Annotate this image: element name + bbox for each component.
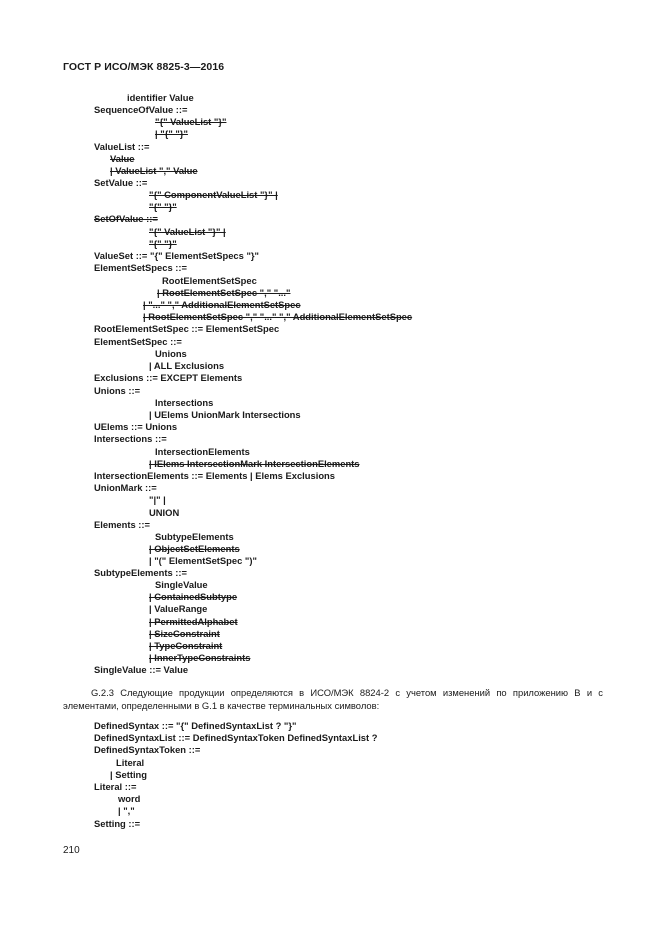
code-line: "|" | [149, 494, 166, 505]
code-line: DefinedSyntaxToken ::= [94, 744, 201, 755]
code-line: Exclusions ::= EXCEPT Elements [94, 372, 243, 383]
code-line: SetOfValue ::= [94, 213, 158, 224]
code-line: "{" "}" [149, 238, 177, 249]
code-line: RootElementSetSpec ::= ElementSetSpec [94, 323, 280, 334]
code-line: Unions ::= [94, 385, 141, 396]
code-line: SubtypeElements ::= [94, 567, 187, 578]
code-line: SingleValue [155, 579, 208, 590]
code-line: Unions [155, 348, 187, 359]
code-line: Intersections [155, 397, 214, 408]
code-line: RootElementSetSpec [162, 275, 257, 286]
code-line: SingleValue ::= Value [94, 664, 189, 675]
code-line: Intersections ::= [94, 433, 167, 444]
code-line: | RootElementSetSpec "," "..." "," AdditionalElementSetSpec [143, 311, 413, 322]
code-line: | InnerTypeConstraints [149, 652, 251, 663]
code-line: Value [110, 153, 135, 164]
code-line: "{" ValueList "}" | [149, 226, 226, 237]
code-line: IntersectionElements [155, 446, 250, 457]
page-number: 210 [63, 845, 80, 856]
code-line: ElementSetSpecs ::= [94, 262, 188, 273]
code-line: | "..." "," AdditionalElementSetSpec [143, 299, 301, 310]
code-line: ValueList ::= [94, 141, 150, 152]
code-line: | "{" "}" [155, 128, 188, 139]
code-line: identifier Value [127, 92, 194, 103]
code-line: | ValueRange [149, 603, 208, 614]
code-line: "{" ValueList "}" [155, 116, 227, 127]
code-line: IntersectionElements ::= Elements | Elems Exclusions [94, 470, 335, 481]
code-line: | ValueList "," Value [110, 165, 198, 176]
code-line: | ALL Exclusions [149, 360, 225, 371]
code-line: | "(" ElementSetSpec ")" [149, 555, 257, 566]
code-line: ElementSetSpec ::= [94, 336, 182, 347]
body-paragraph: G.2.3 Следующие продукции определяются в ИСО/МЭК 8824-2 с учетом изменений по приложению В и с элементами, определенными в G.1 в качестве терминальных символов: [63, 687, 603, 711]
code-line: DefinedSyntax ::= "{" DefinedSyntaxList ? "}" [94, 720, 297, 731]
code-line: ValueSet ::= "{" ElementSetSpecs "}" [94, 250, 259, 261]
code-line: UnionMark ::= [94, 482, 157, 493]
code-line: | ContainedSubtype [149, 591, 238, 602]
code-line: Setting ::= [94, 818, 141, 829]
code-line: | TypeConstraint [149, 640, 223, 651]
code-line: "{" ComponentValueList "}" | [149, 189, 278, 200]
code-line: | PermittedAlphabet [149, 616, 238, 627]
code-line: | ObjectSetElements [149, 543, 240, 554]
code-line: SubtypeElements [155, 531, 234, 542]
code-line: Elements ::= [94, 519, 151, 530]
code-line: SequenceOfValue ::= [94, 104, 188, 115]
code-line: "{" "}" [149, 201, 177, 212]
code-line: | SizeConstraint [149, 628, 220, 639]
page-header: ГОСТ Р ИСО/МЭК 8825-3—2016 [63, 61, 225, 73]
code-line: | Setting [110, 769, 147, 780]
code-line: | IElems IntersectionMark IntersectionElements [149, 458, 360, 469]
code-line: UElems ::= Unions [94, 421, 178, 432]
code-line: DefinedSyntaxList ::= DefinedSyntaxToken DefinedSyntaxList ? [94, 732, 378, 743]
code-line: | "," [118, 805, 135, 816]
code-line: | RootElementSetSpec "," "..." [157, 287, 291, 298]
code-line: word [118, 793, 141, 804]
code-line: Literal ::= [94, 781, 137, 792]
code-line: | UElems UnionMark Intersections [149, 409, 301, 420]
code-line: Literal [116, 757, 145, 768]
code-line: UNION [149, 507, 180, 518]
code-line: SetValue ::= [94, 177, 148, 188]
